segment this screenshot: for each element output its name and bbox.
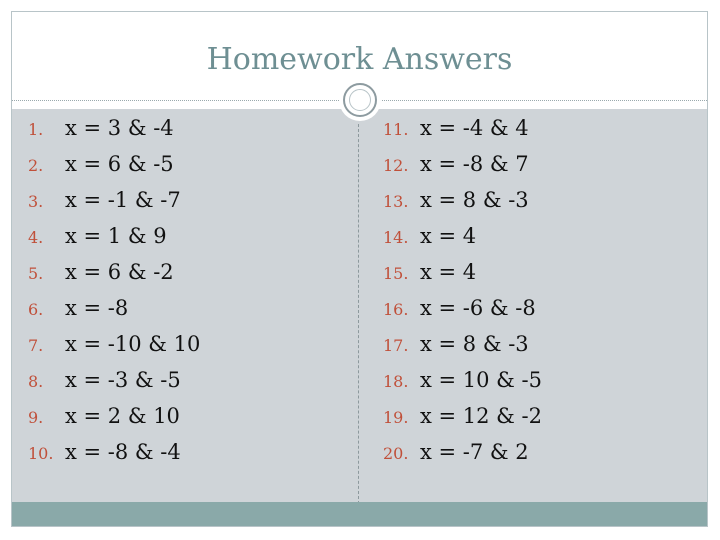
item-number: 4. [28, 228, 44, 247]
list-item [383, 221, 542, 257]
answer-list-left [28, 113, 200, 473]
list-item [28, 149, 200, 185]
item-number: 20. [383, 444, 409, 463]
list-item [383, 401, 542, 437]
item-number: 5. [28, 264, 44, 283]
footer-band [12, 502, 707, 526]
item-number: 13. [383, 192, 409, 211]
answer-list-right [383, 113, 542, 473]
list-item [28, 329, 200, 365]
item-number: 19. [383, 408, 409, 427]
ornament-inner-ring [349, 89, 371, 111]
list-item [28, 257, 200, 293]
list-item [28, 293, 200, 329]
ornament-ring [343, 83, 377, 117]
item-answer: x = -3 & -5 [65, 368, 181, 392]
item-number: 11. [383, 120, 409, 139]
item-answer: x = 8 & -3 [420, 332, 529, 356]
item-number: 18. [383, 372, 409, 391]
item-answer: x = -10 & 10 [65, 332, 201, 356]
item-number: 10. [28, 444, 54, 463]
item-answer: x = -6 & -8 [420, 296, 536, 320]
item-answer: x = 3 & -4 [65, 116, 174, 140]
item-answer: x = 6 & -5 [65, 152, 174, 176]
list-item [383, 149, 542, 185]
item-answer: x = -8 [65, 296, 129, 320]
list-item [28, 401, 200, 437]
item-number: 15. [383, 264, 409, 283]
item-answer: x = 12 & -2 [420, 404, 543, 428]
page-title: Homework Answers [206, 42, 513, 77]
list-item [28, 365, 200, 401]
item-answer: x = 10 & -5 [420, 368, 543, 392]
item-number: 14. [383, 228, 409, 247]
item-number: 8. [28, 372, 44, 391]
circle-ornament-icon [339, 79, 381, 121]
item-answer: x = 6 & -2 [65, 260, 174, 284]
column-divider [358, 124, 359, 504]
list-item [28, 221, 200, 257]
list-item [28, 113, 200, 149]
item-number: 3. [28, 192, 44, 211]
item-answer: x = -8 & 7 [420, 152, 529, 176]
item-answer: x = 4 [420, 224, 477, 248]
list-item [28, 185, 200, 221]
item-number: 16. [383, 300, 409, 319]
item-answer: x = -8 & -4 [65, 440, 181, 464]
item-answer: x = 8 & -3 [420, 188, 529, 212]
item-answer: x = 4 [420, 260, 477, 284]
list-item [383, 437, 542, 473]
list-item [383, 113, 542, 149]
item-answer: x = -4 & 4 [420, 116, 529, 140]
item-number: 12. [383, 156, 409, 175]
list-item [383, 257, 542, 293]
item-number: 7. [28, 336, 44, 355]
item-answer: x = -7 & 2 [420, 440, 529, 464]
list-item [383, 329, 542, 365]
item-number: 2. [28, 156, 44, 175]
item-answer: x = -1 & -7 [65, 188, 181, 212]
item-number: 6. [28, 300, 44, 319]
item-number: 17. [383, 336, 409, 355]
list-item [383, 365, 542, 401]
list-item [28, 437, 200, 473]
list-item [383, 293, 542, 329]
item-answer: x = 1 & 9 [65, 224, 167, 248]
item-number: 9. [28, 408, 44, 427]
item-number: 1. [28, 120, 44, 139]
list-item [383, 185, 542, 221]
item-answer: x = 2 & 10 [65, 404, 180, 428]
